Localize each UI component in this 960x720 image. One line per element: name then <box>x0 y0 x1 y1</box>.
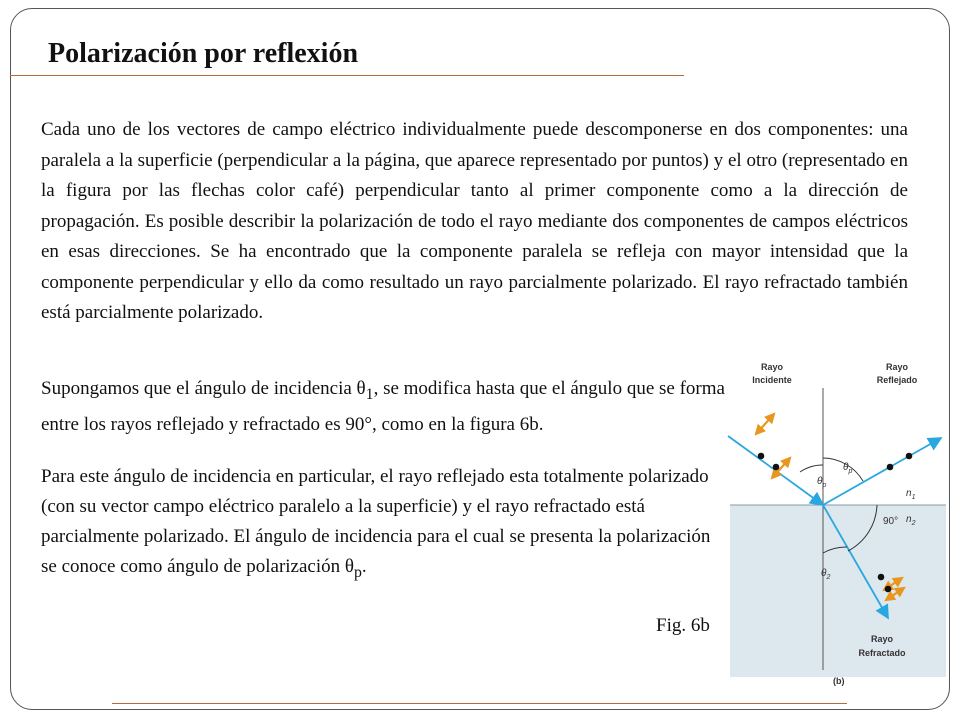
n1-label <box>906 488 916 501</box>
polarization-diagram <box>720 348 956 693</box>
paragraph-polarization-angle <box>41 462 721 588</box>
refracted-dot-2 <box>885 586 892 593</box>
refracted-label-line2: Refractado <box>858 648 906 658</box>
para3-subscript: p <box>353 563 362 581</box>
para3-text-a: Para este ángulo de incidencia en particular, el rayo reflejado esta totalmente polarizado (con su vector campo eléctrico paralelo a la superficie) y el rayo refractado está parcialmente polarizado. El ángulo de incidencia para el cual se presenta la polarización se conoce como ángulo de polarización θ <box>41 466 711 577</box>
incident-label-line1: Rayo <box>760 362 784 372</box>
slide-title: Polarización por reflexión <box>48 38 359 69</box>
refracted-label-line1: Rayo <box>870 634 894 644</box>
incident-e-arrow-1 <box>756 414 774 434</box>
theta-p-incident-arc <box>800 465 823 472</box>
paragraph-incidence-angle <box>41 374 741 440</box>
incident-dot-1 <box>758 453 765 460</box>
paragraph-components: Cada uno de los vectores de campo eléctrico individualmente puede descomponerse en dos componentes: una paralela a la superficie (perpendicular a la página, que aparece representado por puntos) y el otro (representado en la figura por las flechas color café) perpendicular tanto al primer componente como a la dirección de propagación. Es posible describir la polarización de todo el rayo mediante dos componentes de campos eléctricos en esas direcciones. Se ha encontrado que la componente paralela se refleja con mayor intensidad que la componente perpendicular y ello da como resultado un rayo parcialmente polarizado. El rayo refractado también está parcialmente polarizado. <box>41 119 908 323</box>
bottom-rule <box>112 703 847 704</box>
refracted-dot-1 <box>878 574 885 581</box>
n2-sub: 2 <box>911 520 916 527</box>
polarization-figure <box>720 348 956 693</box>
reflected-dot-2 <box>906 453 913 460</box>
reflected-label-line1: Rayo <box>885 362 909 372</box>
para2-text-b: , se modifica hasta que el ángulo que se forma entre los rayos reflejado y refractado es 90°, como en la figura 6b. <box>41 378 725 435</box>
theta-p-sub-2: p <box>848 468 853 475</box>
theta-2-sub: 2 <box>826 574 831 581</box>
title-underline <box>10 75 684 76</box>
reflected-ray <box>823 438 941 505</box>
panel-label: (b) <box>833 676 845 686</box>
theta-p-incident-label <box>817 476 826 489</box>
theta-p-sub-1: p <box>822 482 827 489</box>
right-angle-label: 90° <box>883 516 899 527</box>
theta-symbol-3: θ <box>821 568 827 579</box>
theta-symbol-2: θ <box>843 462 849 473</box>
figure-caption: Fig. 6b <box>656 615 710 636</box>
incident-label-line2: Incidente <box>752 375 792 385</box>
n1-sub: 1 <box>911 494 916 501</box>
n-symbol-2: n <box>906 514 912 525</box>
reflected-label-line2: Reflejado <box>876 375 918 385</box>
incident-ray <box>728 436 823 505</box>
theta-p-reflected-label <box>843 462 852 475</box>
para3-text-b: . <box>361 556 367 577</box>
reflected-dot-1 <box>887 464 894 471</box>
incident-dot-2 <box>773 464 780 471</box>
para2-text-a: Supongamos que el ángulo de incidencia θ <box>41 378 366 399</box>
n-symbol-1: n <box>906 488 912 499</box>
para2-subscript: 1 <box>365 385 374 403</box>
theta-symbol-1: θ <box>817 476 823 487</box>
